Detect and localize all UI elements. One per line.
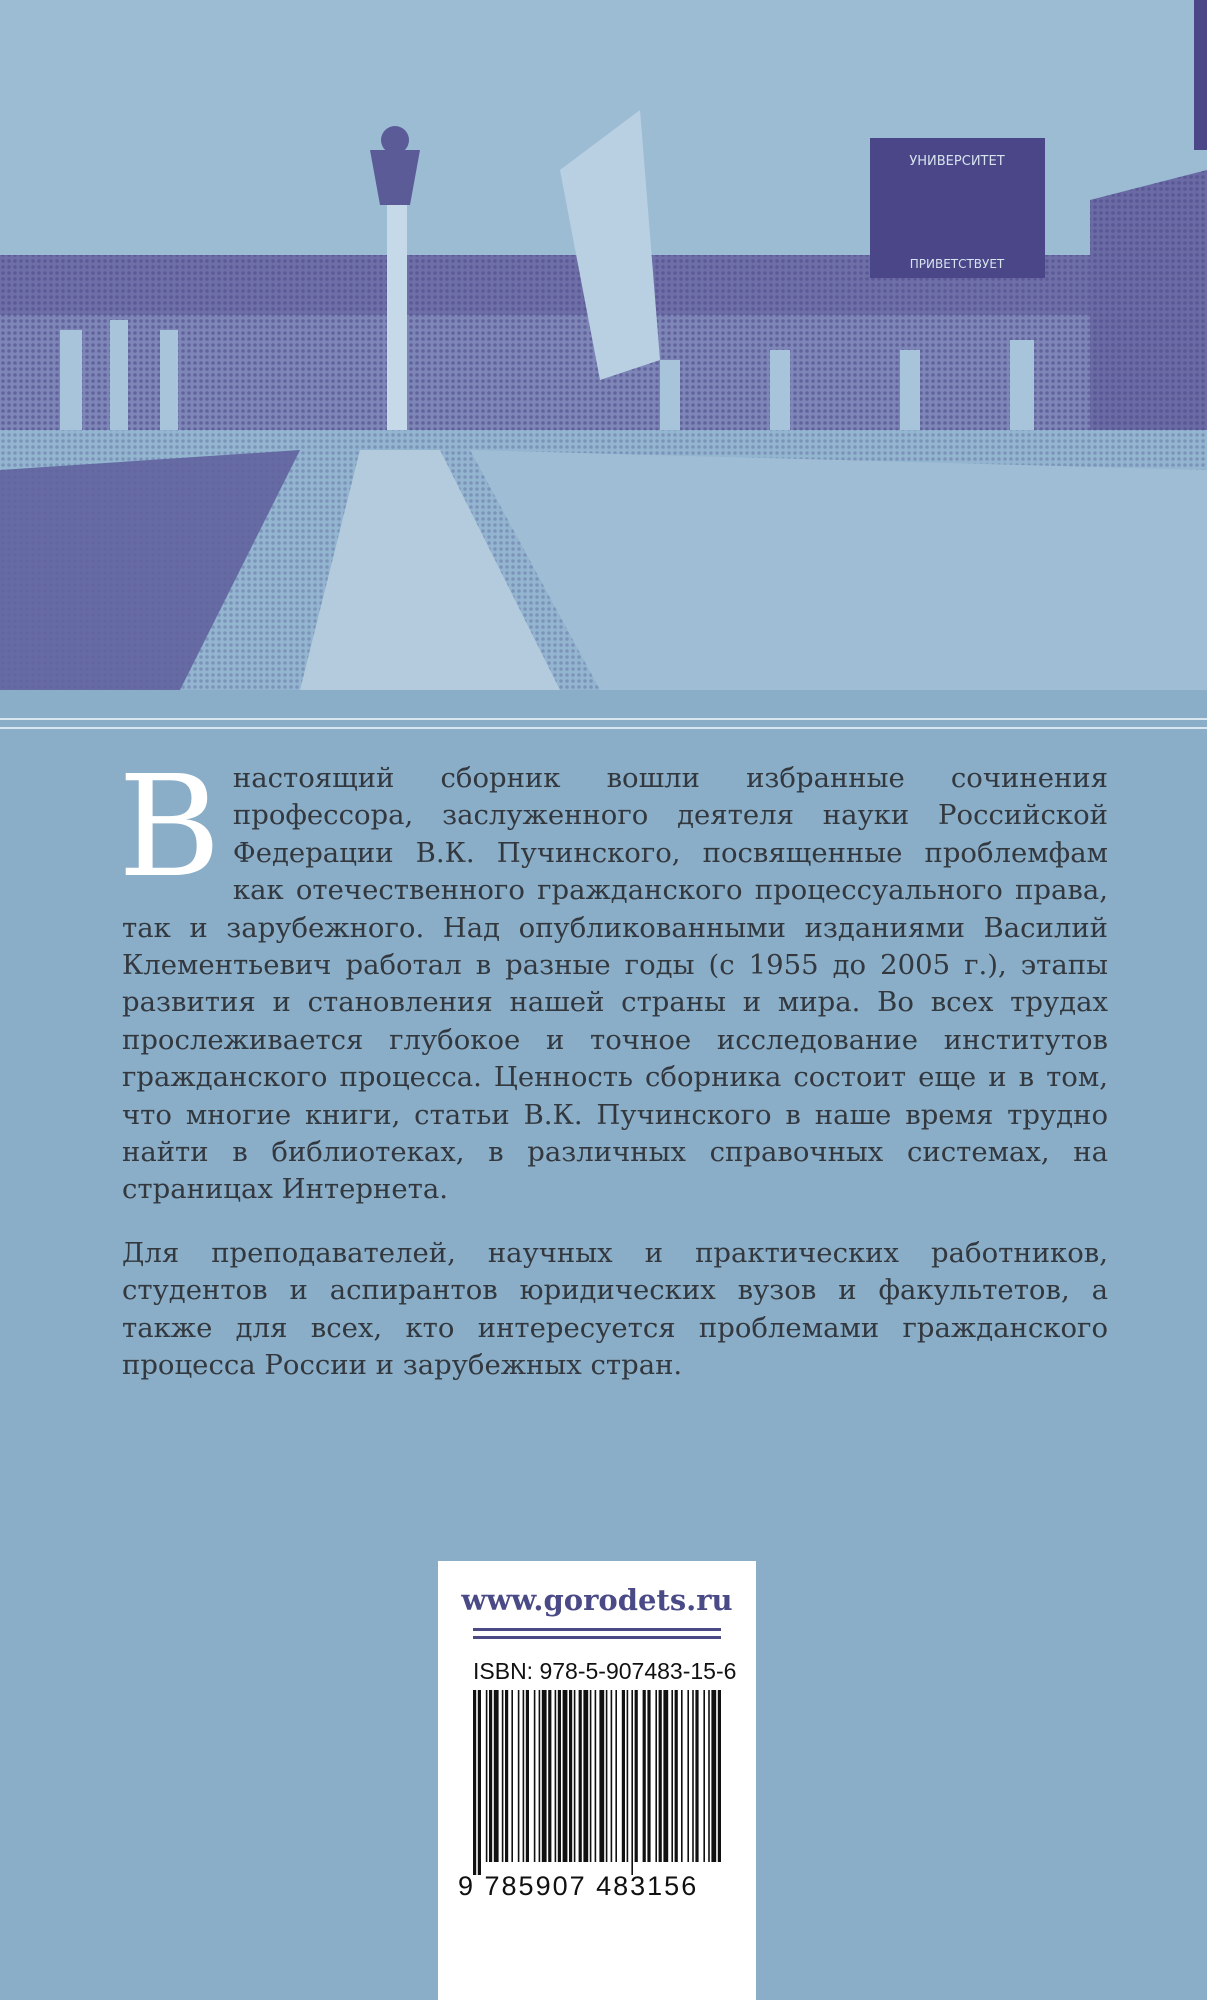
annotation-paragraph-2: Для преподавателей, научных и практических работников, студентов и аспирантов юридических вузов и факультетов, а также для всех, кто интересуется проблемами гражданского процесса России и зарубежных стран. <box>122 1236 1108 1382</box>
barcode-bar <box>486 1690 488 1862</box>
divider-line <box>0 718 1207 720</box>
barcode-bar <box>489 1690 492 1862</box>
barcode-bar <box>523 1690 525 1862</box>
barcode-bar <box>563 1690 568 1862</box>
barcode-bar <box>579 1690 582 1862</box>
sign-text-2: ПРИВЕТСТВУЕТ <box>909 257 1005 271</box>
barcode-bar <box>622 1690 625 1862</box>
barcode-bar <box>611 1690 613 1862</box>
barcode-bar <box>718 1690 721 1862</box>
barcode-bar <box>555 1690 557 1862</box>
barcode-bar <box>687 1690 689 1862</box>
barcode-bar <box>692 1690 694 1862</box>
barcode-bar <box>708 1690 710 1862</box>
barcode-bar <box>548 1690 551 1862</box>
barcode-bar <box>695 1690 698 1862</box>
barcode-bar <box>671 1690 673 1862</box>
barcode-bar <box>539 1690 541 1862</box>
barcode-bar <box>643 1690 646 1862</box>
barcode-bar <box>558 1690 561 1862</box>
sign-text-1: УНИВЕРСИТЕТ <box>909 154 1005 169</box>
barcode-bar <box>502 1690 504 1862</box>
barcode-bar <box>635 1690 638 1862</box>
barcode-bar <box>574 1690 576 1862</box>
barcode-bar <box>511 1690 513 1862</box>
barcode-bar <box>583 1690 588 1862</box>
annotation-text <box>118 746 1108 1385</box>
barcode-bar <box>663 1690 668 1862</box>
barcode-bar <box>505 1690 508 1862</box>
cover-photo <box>0 0 1207 690</box>
barcode-bar <box>595 1690 597 1862</box>
barcode-bar <box>526 1690 529 1862</box>
barcode-bar <box>647 1690 650 1862</box>
barcode-bar <box>627 1690 629 1862</box>
barcode-bar <box>599 1690 604 1862</box>
barcode-bar <box>631 1690 633 1875</box>
divider-line <box>473 1628 721 1631</box>
barcode-bar <box>681 1690 683 1862</box>
paragraph-1-text: настоящий сборник вошли избранные сочинения профессора, заслуженного деятеля науки Российской Федерации В.К. Пучинского, посвященные проблемфам как отечественного гражданского процессуального права, так и зарубежного. Над опубликованными изданиями Василий Клементьевич работал в разные годы (с 1955 до 2005 г.), этапы развития и становления нашей страны и мира. Во всех трудах прослеживается глубокое и точное исследование институтов гражданского процесса. Ценность сборника состоит еще и в том, что многие книги, статьи В.К. Пучинского в наше время трудно найти в библиотеках, в различных справочных системах, на страницах Интернета. <box>122 762 1108 1206</box>
drop-cap: В <box>118 746 221 909</box>
barcode-bar <box>606 1690 608 1862</box>
barcode-bar <box>534 1690 536 1862</box>
barcode-bar <box>569 1690 572 1862</box>
barcode-bar <box>675 1690 678 1862</box>
barcode-bar <box>711 1690 716 1862</box>
edge-strip <box>1194 0 1207 150</box>
barcode-bar <box>703 1690 705 1862</box>
barcode <box>473 1690 721 1875</box>
divider-line <box>473 1636 721 1639</box>
barcode-digits: 9 785907 483156 <box>458 1871 699 1901</box>
barcode-bar <box>542 1690 547 1862</box>
isbn-number: ISBN: 978-5-907483-15-6 <box>473 1658 737 1684</box>
annotation-paragraph-1 <box>118 746 1108 1209</box>
barcode-bar <box>494 1690 499 1862</box>
isbn-panel <box>438 1561 756 2000</box>
publisher-website: www.gorodets.ru <box>461 1583 733 1617</box>
divider-line <box>0 727 1207 729</box>
barcode-bar <box>478 1690 481 1875</box>
barcode-bar <box>659 1690 662 1862</box>
barcode-bar <box>473 1690 476 1875</box>
barcode-bar <box>518 1690 520 1862</box>
barcode-bar <box>655 1690 657 1862</box>
barcode-bar <box>590 1690 592 1862</box>
barcode-bar <box>615 1690 617 1862</box>
